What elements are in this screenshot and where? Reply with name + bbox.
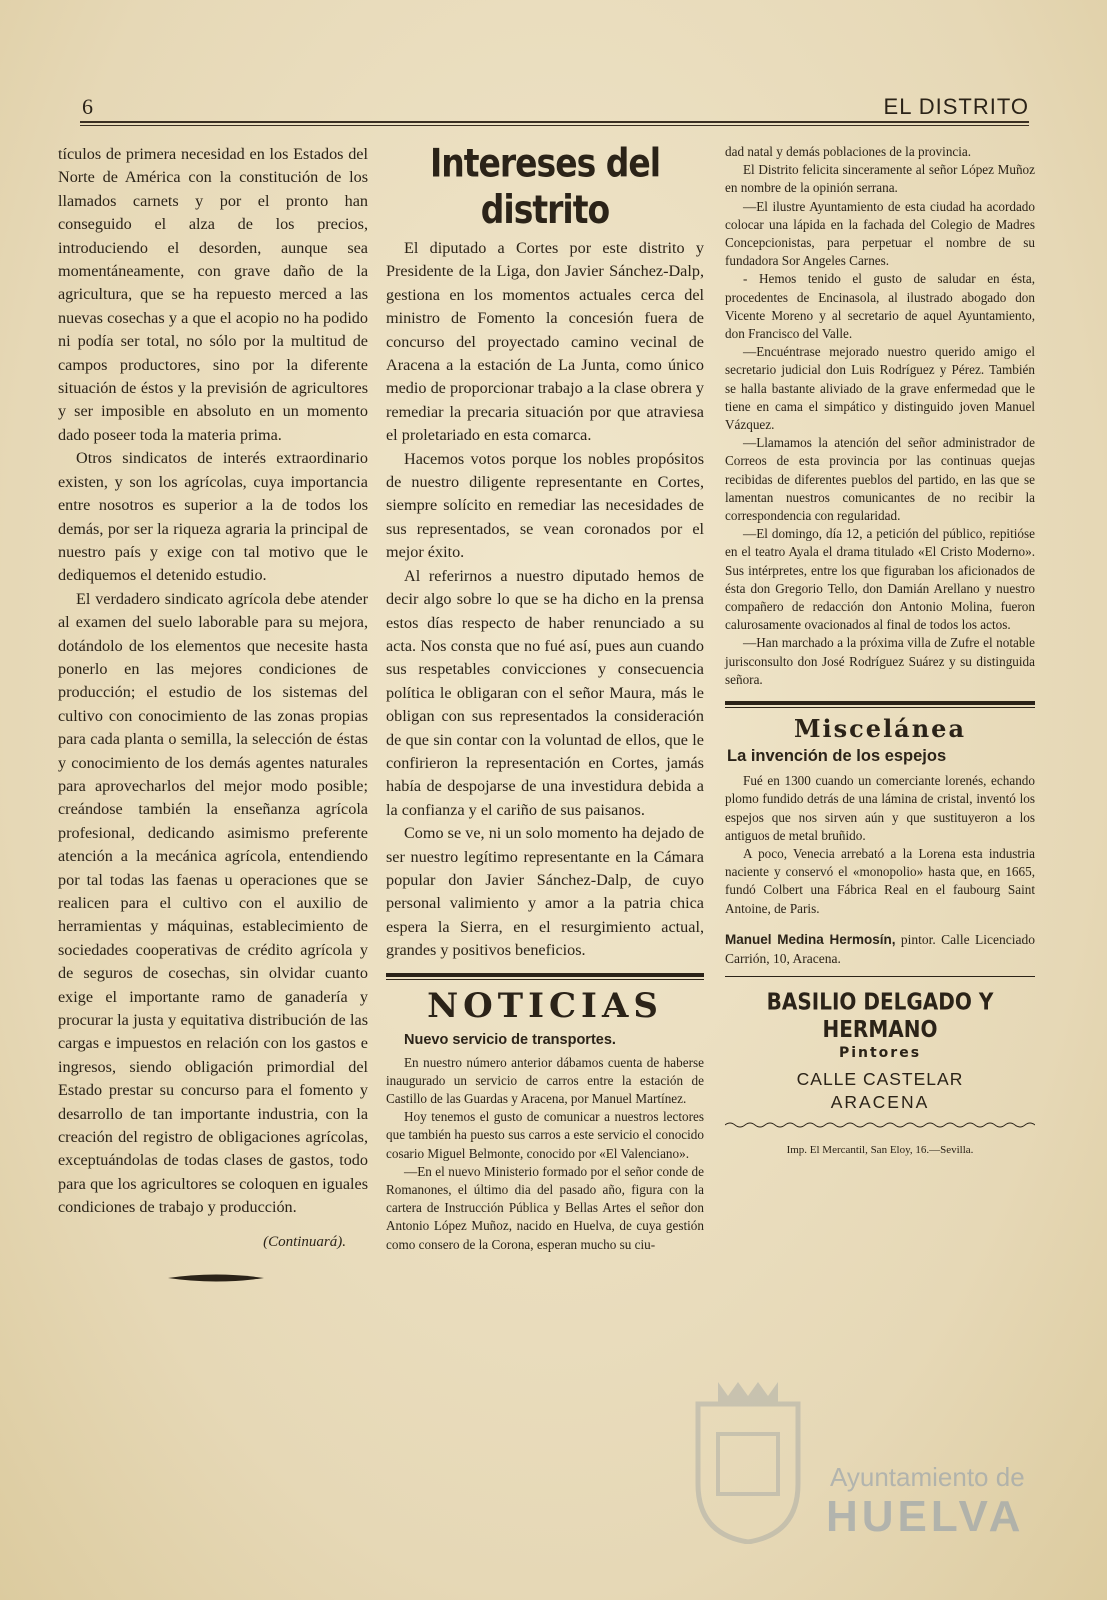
section-title-intereses: Intereses del distrito <box>429 139 661 233</box>
ornament-divider <box>168 1273 264 1283</box>
watermark-line-2: HUELVA <box>826 1492 1025 1541</box>
ad-text: pintor. Calle Licenciado Carrión, 10, Aracena. <box>725 931 1035 966</box>
ad-rule <box>725 976 1035 977</box>
news-paragraph: —El domingo, día 12, a petición del público, repitióse en el teatro Ayala el drama titulado «El Cristo Moderno». Sus intérpretes, entre los que figuraban los aficionados de ésta don Gregorio Tello, don Damián Arellano y nuestro compañero de redacción don Antonio Molina, fueron calurosamente ovacionados al final de todos los actos. <box>725 526 1035 633</box>
column-right <box>725 143 1035 1156</box>
city-shield-watermark-icon <box>688 1374 808 1544</box>
page-number: 6 <box>82 94 93 119</box>
misc-paragraph: Fué en 1300 cuando un comerciante lorenés, echando plomo fundido detrás de una lámina de cristal, inventó los espejos que nos sirven aún y que sustituyeron a los antiguos de metal bruñido. <box>725 773 1035 843</box>
news-paragraph: —Llamamos la atención del señor administrador de Correos de esta provincia por las continuas quejas recibidas de diferentes pueblos del partido, en las que se lamentan nuestros comunicantes de no recibir la correspondencia con regularidad. <box>725 435 1035 524</box>
advertisement-street: CALLE CASTELAR <box>796 1068 964 1089</box>
news-paragraph: - Hemos tenido el gusto de saludar en ésta, procedentes de Encinasola, al ilustrado abogado don Vicente Moreno y al secretario de aquel Ayuntamiento, don Francisco del Valle. <box>725 271 1035 342</box>
news-paragraph: —Encuéntrase mejorado nuestro querido amigo el secretario judicial don Luis Rodríguez y Pérez. También se halla bastante aliviado de la grave enfermedad que le tiene en cama el simpático y distinguido joven Manuel Vázquez. <box>725 344 1035 433</box>
section-title-noticias: NOTICIAS <box>427 985 663 1026</box>
advertisement-delgado-name: BASILIO DELGADO Y HERMANO <box>766 987 994 1043</box>
wave-rule <box>725 1121 1035 1129</box>
column-middle <box>386 139 704 1254</box>
article-paragraph: Al referirnos a nuestro diputado hemos de decir algo sobre lo que se ha dicho en la prensa estos días respecto de haber renunciado a su acta. Nos consta que no fué así, pues aun cuando sus respetables convicciones y consecuencia política le obligaran con el señor Maura, más le obligan con sus representados la consideración de que sin contar con la voluntad de ellos, que le confirieron la representación en Cortes, jamás había de despojarse de una investidura debida a la confianza y el cariño de sus paisanos. <box>386 566 704 819</box>
masthead-title: EL DISTRITO <box>883 94 1029 119</box>
article-paragraph: Otros sindicatos de interés extraordinario existen, y son los agrícolas, cuya importancia entre nosotros es superior a la de todos los demás, por ser la riqueza agraria la principal de nuestro país y exige con tal motivo que le dediquemos el detenido estudio. <box>58 449 368 585</box>
news-paragraph: dad natal y demás poblaciones de la provincia. <box>725 144 972 159</box>
news-paragraph: —Han marchado a la próxima villa de Zufre el notable jurisconsulto don José Rodríguez Suárez y su distinguida señora. <box>725 635 1035 687</box>
section-rule <box>725 701 1035 708</box>
news-paragraph: El Distrito felicita sinceramente al señor López Muñoz en nombre de la opinión serrana. <box>725 162 1035 196</box>
news-paragraph: —El ilustre Ayuntamiento de esta ciudad ha acordado colocar una lápida en la fachada del Colegio de Madres Concepcionistas, para perpetuar el nombre de su fundadora Sor Angeles Carnes. <box>725 198 1035 269</box>
article-paragraph: El diputado a Cortes por este distrito y Presidente de la Liga, don Javier Sánchez-Dalp, gestiona en los momentos actuales cerca del ministro de Fomento la concesión fuera de concurso del proyectado camino vecinal de Aracena a la estación de La Junta, como único medio de proporcionar trabajo a la clase obrera y remediar la precaria situación por que atraviesa el proletariado en esta comarca. <box>386 239 704 445</box>
advertisement-medina <box>725 930 1035 968</box>
section-rule <box>386 973 704 980</box>
column-left <box>58 143 368 1288</box>
ad-name: Manuel Medina Hermosín, <box>725 931 896 947</box>
misc-subheading: La invención de los espejos <box>727 747 947 766</box>
news-paragraph: —En el nuevo Ministerio formado por el señor conde de Romanones, el último dia del pasado año, figura con la cartera de Instrucción Pública y Bellas Artes el señor don Antonio López Muñoz, nacido en Huelva, de cuya gestión como consero de la Corona, esperan mucho su ciu- <box>386 1163 704 1252</box>
continued-note: (Continuará). <box>263 1233 346 1250</box>
article-paragraph: tículos de primera necesidad en los Estados del Norte de América con la constitución de los llamados carnets y por el pronto han conseguido el alza de los precios, introduciendo el desorden, aunque sea momentáneamente, con grave daño de la agricultura, que se ha repuesto merced a las nuevas cosechas y a que el acopio no ha podido ni podía ser total, no sólo por la multitud de campos productores, sino por la diferente situación de éstos y la previsión de agricultores y ser imposible en absoluto en un momento dado poseer toda la materia prima. <box>58 145 368 444</box>
advertisement-city: ARACENA <box>830 1091 930 1112</box>
news-paragraph: En nuestro número anterior dábamos cuenta de haberse inaugurado un servicio de carros entre la estación de Castillo de las Guardas y Aracena, por Manuel Martínez. <box>386 1054 704 1106</box>
misc-paragraph: A poco, Venecia arrebató a la Lorena esta industria naciente y conservó el «monopolio» hasta que, en 1665, fundó Colbert una Fábrica Real en el faubourg Saint Antoine, de Paris. <box>725 845 1035 916</box>
header-rule <box>80 121 1029 126</box>
advertisement-trade: Pintores <box>838 1044 922 1061</box>
news-subheading: Nuevo servicio de transportes. <box>404 1031 616 1048</box>
article-paragraph: El verdadero sindicato agrícola debe atender al examen del suelo laborable para su mejora, dotándolo de los elementos que necesite hasta ponerlo en las mejores condiciones de producción; el estudio de los sistemas del cultivo con conocimiento de las zonas propias para cada planta o semilla, la selección de éstas y conocimiento de los demás agentes naturales para aprovecharlos del mejor modo posible; creándose también la enseñanza agrícola profesional, dedicando asimismo preferente atención a la mecánica agrícola, entendiendo por tal todas las faenas u operaciones que se realicen para el cultivo con el auxilio de herramientas y máquinas, establecimiento de sociedades cooperativas de crédito agrícola y de seguros de cosechas, sin olvidar cuanto exige el importante ramo de ganadería y procurar la justa y equitativa distribución de las cargas e impuestos en relación con los gastos e ingresos, siendo obligación primordial del Estado prestar su concurso para el fomento y desarrollo de tan importante industria, con la creación del registro de obligaciones agrícolas, exceptuándolas de todas clases de gastos, todo para que los agricultores se coloquen en iguales condiciones de trabajo y producción. <box>58 589 368 1217</box>
section-title-miscelanea: Miscelánea <box>793 714 966 744</box>
article-paragraph: Hacemos votos porque los nobles propósitos de nuestro diligente representante en Cortes, siempre solícito en remediar las necesidades de sus representados, se vean coronados por el mejor éxito. <box>386 449 704 562</box>
printer-imprint: Imp. El Mercantil, San Eloy, 16.—Sevilla. <box>786 1143 974 1156</box>
article-paragraph: Como se ve, ni un solo momento ha dejado de ser nuestro legítimo representante en la Cámara popular don Javier Sánchez-Dalp, de cuyo personal valimiento y amor a la patria chica espera la Sierra, en el resurgimiento actual, grandes y positivos beneficios. <box>386 824 704 960</box>
watermark-line-1: Ayuntamiento de <box>830 1462 1025 1492</box>
news-paragraph: Hoy tenemos el gusto de comunicar a nuestros lectores que también ha puesto sus carros a este servicio el conocido cosario Miguel Belmonte, conocido por «El Valenciano». <box>386 1109 704 1161</box>
